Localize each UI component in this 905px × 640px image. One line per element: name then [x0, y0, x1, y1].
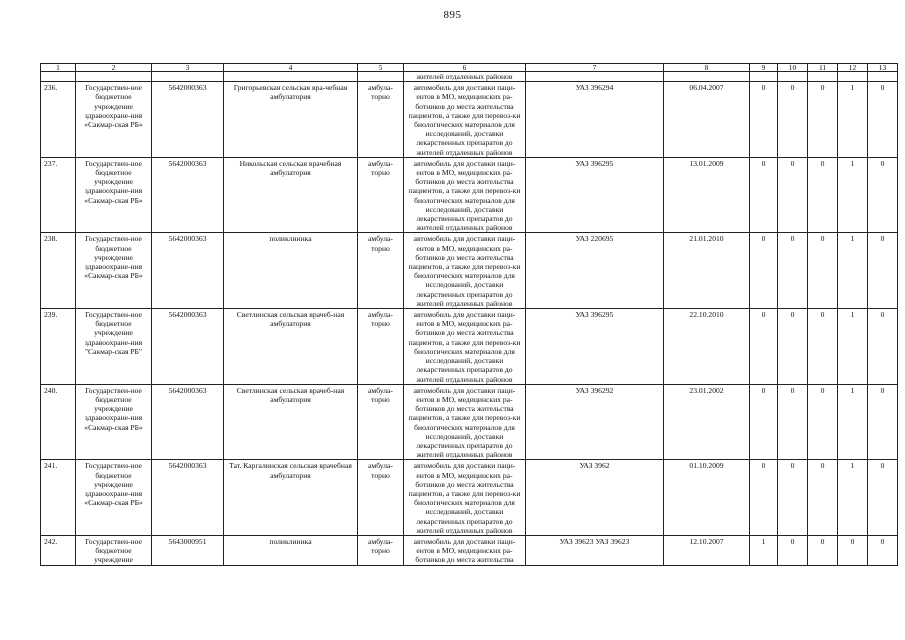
count-cell-9: 0: [750, 309, 778, 385]
date-cell: 23.01.2002: [664, 384, 750, 460]
department-cell: Светлинская сельская врачеб-ная амбулатория: [224, 309, 358, 385]
vehicle-model-cell: УАЗ 3962: [526, 460, 664, 536]
date-cell: 21.01.2010: [664, 233, 750, 309]
date-cell: 13.01.2009: [664, 157, 750, 233]
care-type-cell: амбула-торно: [358, 233, 404, 309]
inn-cell: 5642000363: [152, 460, 224, 536]
inn-cell: 5643000951: [152, 535, 224, 565]
count-cell-13: 0: [868, 535, 898, 565]
care-type-cell: амбула-торно: [358, 309, 404, 385]
count-cell-11: 0: [808, 233, 838, 309]
vehicle-model-cell: УАЗ 396292: [526, 384, 664, 460]
count-cell-9: 0: [750, 460, 778, 536]
vehicle-model-cell: УАЗ 396294: [526, 82, 664, 158]
vehicle-purpose-cell: автомобиль для доставки паци-ентов в МО, медицинских ра-ботников до места жительства пациентов, а также для перевоз-ки биологических материалов для исследований, доставки лекарственных препаратов до жителей отдаленных районов: [404, 233, 526, 309]
column-number: 11: [808, 64, 838, 72]
count-cell-13: 0: [868, 157, 898, 233]
department-cell: поликлиника: [224, 233, 358, 309]
count-cell-12: 1: [838, 233, 868, 309]
column-number: 8: [664, 64, 750, 72]
organization-cell: Государствен-ное бюджетное учреждение здравоохране-ния «Сакмар-ская РБ»: [76, 82, 152, 158]
column-number: 13: [868, 64, 898, 72]
column-number: 5: [358, 64, 404, 72]
care-type-cell: амбула-торно: [358, 384, 404, 460]
count-cell-11: 0: [808, 535, 838, 565]
vehicle-purpose-cell: автомобиль для доставки паци-ентов в МО, медицинских ра-ботников до места жительства пациентов, а также для перевоз-ки биологических материалов для исследований, доставки лекарственных препаратов до жителей отдаленных районов: [404, 384, 526, 460]
row-number: 239.: [41, 309, 76, 385]
vehicle-purpose-cell: автомобиль для доставки паци-ентов в МО, медицинских ра-ботников до места жительства пациентов, а также для перевоз-ки биологических материалов для исследований, доставки лекарственных препаратов до жителей отдаленных районов: [404, 309, 526, 385]
inn-cell: 5642000363: [152, 82, 224, 158]
count-cell-12: 0: [838, 535, 868, 565]
organization-cell: Государствен-ное бюджетное учреждение здравоохране-ния "Сакмар-ская РБ": [76, 309, 152, 385]
vehicle-registry-table: [40, 63, 898, 566]
care-type-cell: амбула-торно: [358, 82, 404, 158]
count-cell-10: 0: [778, 82, 808, 158]
count-cell-11: 0: [808, 82, 838, 158]
count-cell-11: 0: [808, 309, 838, 385]
column-number: 4: [224, 64, 358, 72]
vehicle-model-cell: УАЗ 396295: [526, 309, 664, 385]
column-number: 7: [526, 64, 664, 72]
count-cell-13: 0: [868, 309, 898, 385]
column-number: 9: [750, 64, 778, 72]
organization-cell: Государствен-ное бюджетное учреждение: [76, 535, 152, 565]
count-cell-10: 0: [778, 460, 808, 536]
count-cell-13: 0: [868, 82, 898, 158]
column-number: 1: [41, 64, 76, 72]
row-number: 242.: [41, 535, 76, 565]
page-number: 895: [443, 9, 462, 21]
count-cell-11: 0: [808, 384, 838, 460]
organization-cell: Государствен-ное бюджетное учреждение здравоохране-ния «Сакмар-ская РБ»: [76, 384, 152, 460]
count-cell-9: 0: [750, 82, 778, 158]
column-number-row: [41, 64, 898, 72]
table-row: [41, 384, 898, 460]
continuation-row: [41, 72, 898, 82]
column-number: 10: [778, 64, 808, 72]
vehicle-purpose-cell: автомобиль для доставки паци-ентов в МО, медицинских ра-ботников до места жительства: [404, 535, 526, 565]
department-cell: Тат. Каргалинская сельская врачебная амбулатория: [224, 460, 358, 536]
row-number: 241.: [41, 460, 76, 536]
vehicle-model-cell: УАЗ 396295: [526, 157, 664, 233]
column-number: 6: [404, 64, 526, 72]
count-cell-13: 0: [868, 233, 898, 309]
date-cell: 06.04.2007: [664, 82, 750, 158]
count-cell-10: 0: [778, 309, 808, 385]
care-type-cell: амбула-торно: [358, 460, 404, 536]
count-cell-12: 1: [838, 384, 868, 460]
organization-cell: Государствен-ное бюджетное учреждение здравоохране-ния «Сакмар-ская РБ»: [76, 460, 152, 536]
care-type-cell: амбула-торно: [358, 157, 404, 233]
table-row: [41, 82, 898, 158]
count-cell-9: 0: [750, 233, 778, 309]
vehicle-purpose-cell: автомобиль для доставки паци-ентов в МО, медицинских ра-ботников до места жительства пациентов, а также для перевоз-ки биологических материалов для исследований, доставки лекарственных препаратов до жителей отдаленных районов: [404, 82, 526, 158]
department-cell: поликлиника: [224, 535, 358, 565]
count-cell-9: 1: [750, 535, 778, 565]
inn-cell: 5642000363: [152, 233, 224, 309]
continuation-text: жителей отдаленных районов: [404, 72, 526, 82]
vehicle-model-cell: УАЗ 39623 УАЗ 39623: [526, 535, 664, 565]
count-cell-10: 0: [778, 233, 808, 309]
organization-cell: Государствен-ное бюджетное учреждение здравоохране-ния «Сакмар-ская РБ»: [76, 233, 152, 309]
table-row: [41, 460, 898, 536]
vehicle-purpose-cell: автомобиль для доставки паци-ентов в МО, медицинских ра-ботников до места жительства пациентов, а также для перевоз-ки биологических материалов для исследований, доставки лекарственных препаратов до жителей отдаленных районов: [404, 460, 526, 536]
inn-cell: 5642000363: [152, 157, 224, 233]
count-cell-9: 0: [750, 157, 778, 233]
department-cell: Светлинская сельская врачеб-ная амбулатория: [224, 384, 358, 460]
table-row: [41, 157, 898, 233]
row-number: 237.: [41, 157, 76, 233]
count-cell-10: 0: [778, 535, 808, 565]
count-cell-12: 1: [838, 82, 868, 158]
inn-cell: 5642000363: [152, 384, 224, 460]
count-cell-11: 0: [808, 460, 838, 536]
department-cell: Григорьевская сельская вра-чебная амбулатория: [224, 82, 358, 158]
count-cell-13: 0: [868, 460, 898, 536]
table-row: [41, 309, 898, 385]
row-number: 238.: [41, 233, 76, 309]
table-row: [41, 233, 898, 309]
row-number: 236.: [41, 82, 76, 158]
count-cell-11: 0: [808, 157, 838, 233]
column-number: 3: [152, 64, 224, 72]
organization-cell: Государствен-ное бюджетное учреждение здравоохране-ния «Сакмар-ская РБ»: [76, 157, 152, 233]
row-number: 240.: [41, 384, 76, 460]
vehicle-purpose-cell: автомобиль для доставки паци-ентов в МО, медицинских ра-ботников до места жительства пациентов, а также для перевоз-ки биологических материалов для исследований, доставки лекарственных препаратов до жителей отдаленных районов: [404, 157, 526, 233]
date-cell: 01.10.2009: [664, 460, 750, 536]
count-cell-12: 1: [838, 157, 868, 233]
vehicle-model-cell: УАЗ 220695: [526, 233, 664, 309]
table-row: [41, 535, 898, 565]
count-cell-9: 0: [750, 384, 778, 460]
department-cell: Никольская сельская врачебная амбулатория: [224, 157, 358, 233]
column-number: 12: [838, 64, 868, 72]
count-cell-10: 0: [778, 384, 808, 460]
date-cell: 22.10.2010: [664, 309, 750, 385]
count-cell-13: 0: [868, 384, 898, 460]
column-number: 2: [76, 64, 152, 72]
count-cell-10: 0: [778, 157, 808, 233]
count-cell-12: 1: [838, 460, 868, 536]
inn-cell: 5642000363: [152, 309, 224, 385]
count-cell-12: 1: [838, 309, 868, 385]
date-cell: 12.10.2007: [664, 535, 750, 565]
care-type-cell: амбула-торно: [358, 535, 404, 565]
